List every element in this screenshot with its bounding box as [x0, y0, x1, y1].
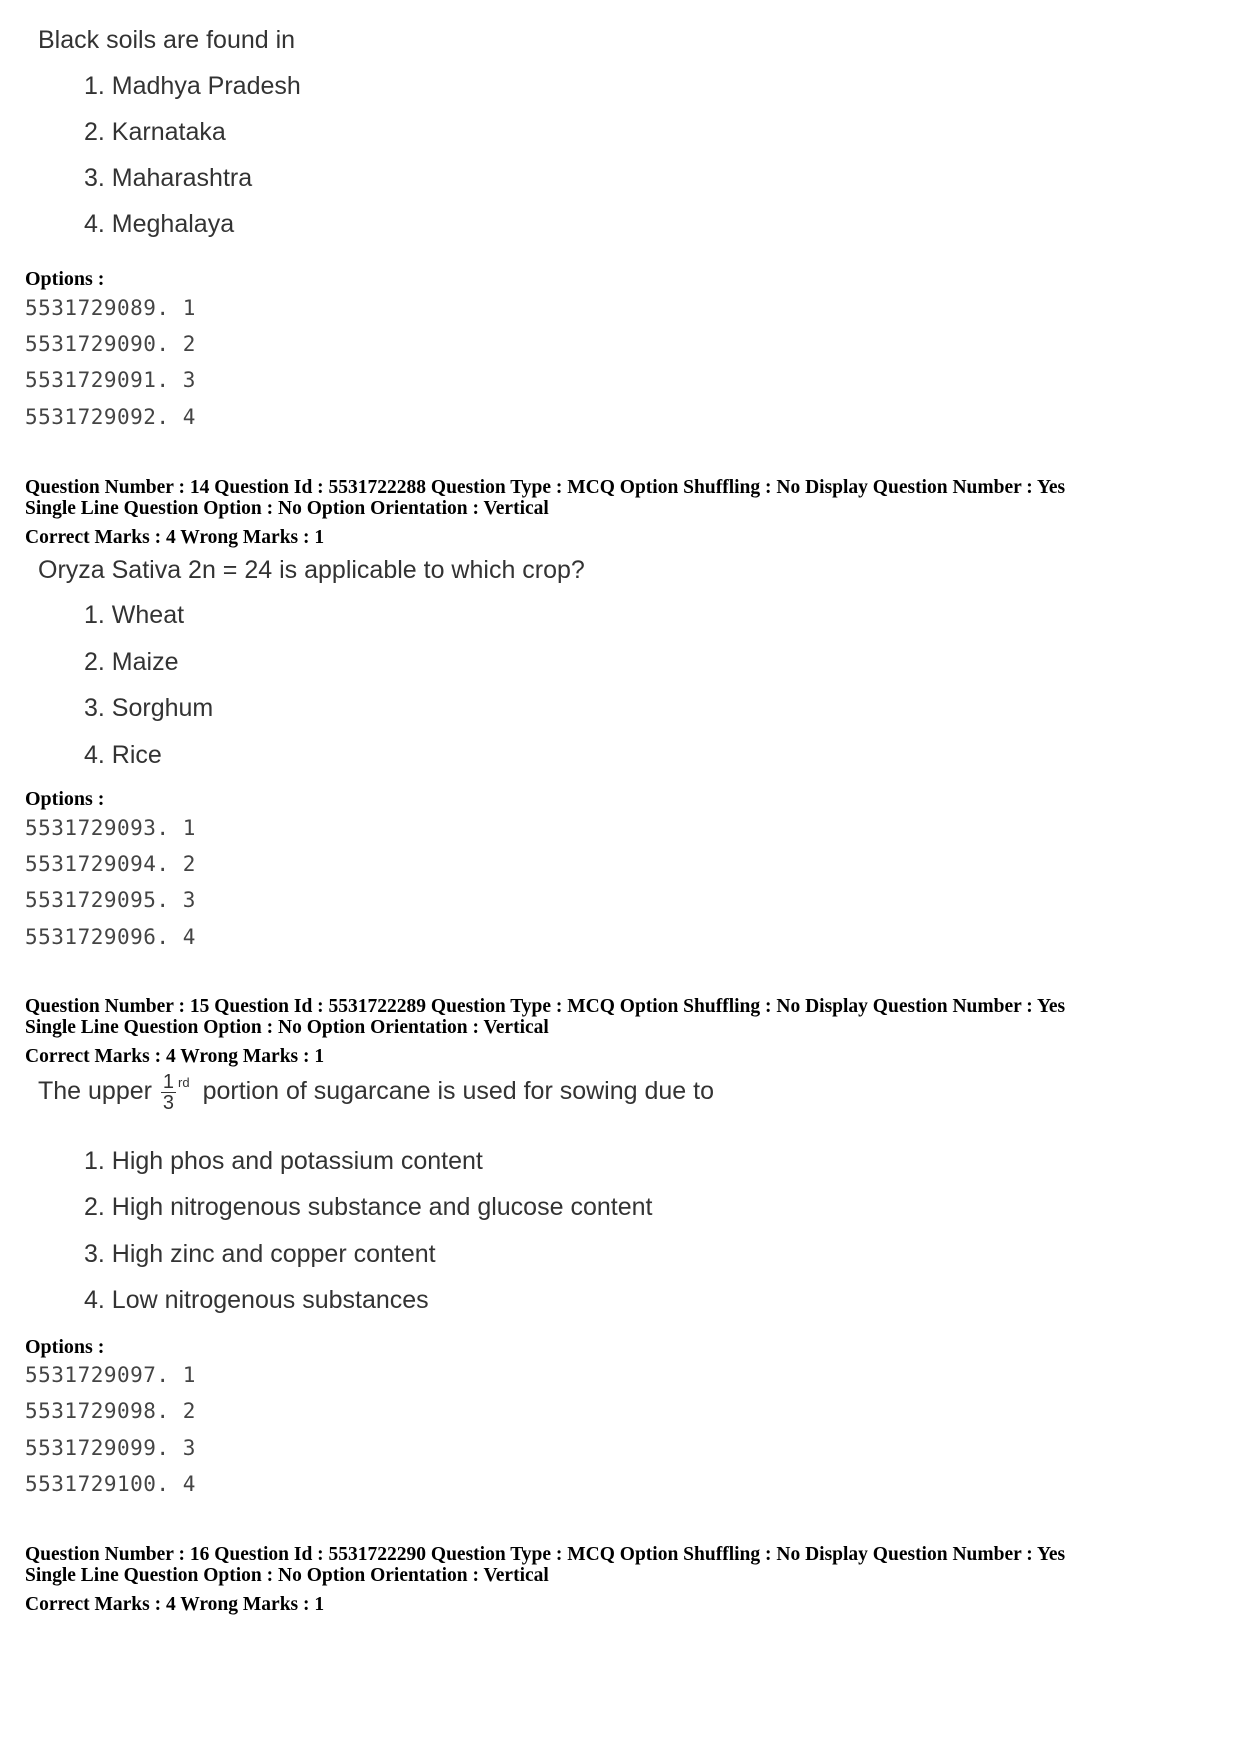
question-text	[38, 1072, 714, 1113]
question-marks: Correct Marks : 4 Wrong Marks : 1	[25, 1594, 325, 1615]
question-meta: Question Number : 14 Question Id : 5531722288 Question Type : MCQ Option Shuffling : No Display Question Number : Yes	[25, 477, 1066, 498]
choice-3: 3. High zinc and copper content	[84, 1240, 436, 1268]
choice-3: 3. Maharashtra	[84, 164, 253, 192]
options-label: Options :	[25, 1336, 105, 1358]
option-id: 5531729090. 2	[25, 332, 196, 356]
choice-1: 1. Wheat	[84, 601, 185, 629]
question-marks: Correct Marks : 4 Wrong Marks : 1	[25, 1046, 325, 1067]
option-id: 5531729089. 1	[25, 296, 196, 320]
option-id: 5531729092. 4	[25, 405, 196, 429]
options-label: Options :	[25, 268, 105, 290]
option-id: 5531729097. 1	[25, 1363, 196, 1387]
option-id: 5531729096. 4	[25, 925, 196, 949]
choice-2: 2. High nitrogenous substance and glucose content	[84, 1193, 653, 1221]
option-id: 5531729099. 3	[25, 1436, 196, 1460]
question-meta: Question Number : 15 Question Id : 5531722289 Question Type : MCQ Option Shuffling : No Display Question Number : Yes	[25, 996, 1066, 1017]
question-text-pre: The upper	[38, 1077, 152, 1106]
option-id: 5531729093. 1	[25, 816, 196, 840]
choice-4: 4. Low nitrogenous substances	[84, 1286, 429, 1314]
choice-2: 2. Maize	[84, 648, 179, 676]
option-id: 5531729091. 3	[25, 368, 196, 392]
fraction-numerator: 1	[162, 1071, 175, 1093]
option-id: 5531729095. 3	[25, 888, 196, 912]
option-id: 5531729094. 2	[25, 852, 196, 876]
fraction-denominator: 3	[162, 1092, 175, 1114]
choice-4: 4. Rice	[84, 741, 162, 769]
question-meta-line2: Single Line Question Option : No Option Orientation : Vertical	[25, 498, 549, 519]
choice-2: 2. Karnataka	[84, 118, 226, 146]
choice-3: 3. Sorghum	[84, 694, 214, 722]
question-text: Black soils are found in	[38, 26, 296, 54]
choice-1: 1. Madhya Pradesh	[84, 72, 301, 100]
question-meta: Question Number : 16 Question Id : 5531722290 Question Type : MCQ Option Shuffling : No Display Question Number : Yes	[25, 1544, 1066, 1565]
question-meta-line2: Single Line Question Option : No Option Orientation : Vertical	[25, 1565, 549, 1586]
question-text: Oryza Sativa 2n = 24 is applicable to which crop?	[38, 556, 585, 584]
options-label: Options :	[25, 788, 105, 810]
choice-4: 4. Meghalaya	[84, 210, 235, 238]
choice-1: 1. High phos and potassium content	[84, 1147, 483, 1175]
fraction	[161, 1072, 176, 1113]
question-text-post: portion of sugarcane is used for sowing due to	[202, 1077, 714, 1106]
option-id: 5531729100. 4	[25, 1472, 196, 1496]
question-meta-line2: Single Line Question Option : No Option Orientation : Vertical	[25, 1017, 549, 1038]
option-id: 5531729098. 2	[25, 1399, 196, 1423]
ordinal-suffix: rd	[178, 1075, 190, 1091]
question-marks: Correct Marks : 4 Wrong Marks : 1	[25, 527, 325, 548]
